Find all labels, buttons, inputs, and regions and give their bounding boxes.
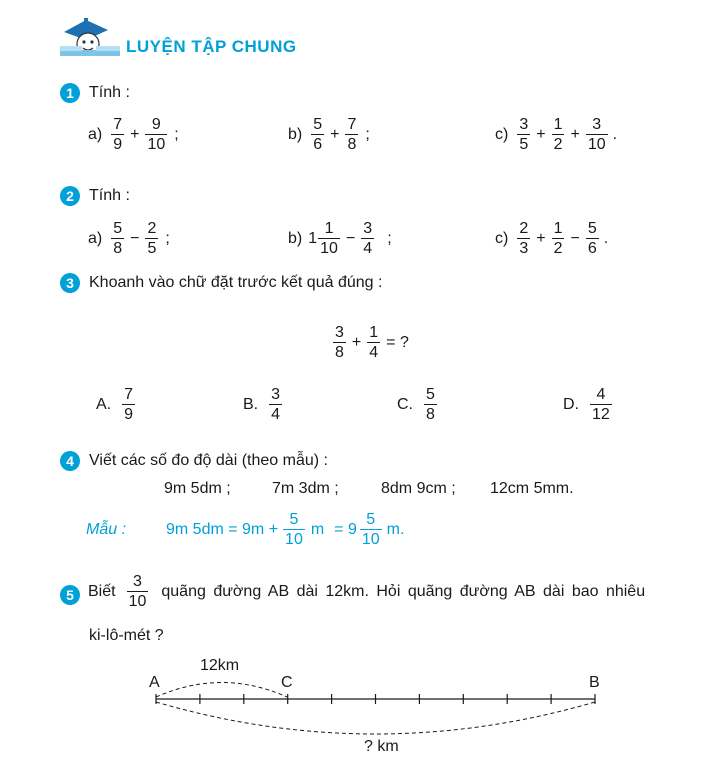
punctuation: . <box>612 125 618 143</box>
fraction: $\frac{7}{9}$ <box>124 386 134 423</box>
item-letter: a) <box>88 229 103 247</box>
operator: + <box>130 125 140 143</box>
exercise-3-label: Khoanh vào chữ đặt trước kết quả đúng : <box>89 274 383 291</box>
exercise-5-text-line2: ki-lô-mét ? <box>89 627 164 644</box>
exercise-2c <box>495 219 608 258</box>
operator: + <box>536 229 546 247</box>
exercise-1c <box>495 115 617 154</box>
exercise-4-number: 4 <box>60 451 80 471</box>
sample-unit: m <box>310 520 325 538</box>
fraction: $\frac{2}{3}$ <box>519 220 529 257</box>
choice-d[interactable] <box>563 385 615 424</box>
fraction: $\frac{5}{10}$ <box>285 511 303 548</box>
fraction: $\frac{5}{8}$ <box>113 220 123 257</box>
point-a-label: A <box>149 674 160 691</box>
operator: + <box>351 333 362 351</box>
fraction: $\frac{5}{8}$ <box>426 386 435 423</box>
text-before: Biết <box>88 582 116 600</box>
fraction: $\frac{3}{5}$ <box>519 116 529 153</box>
exercise-3-number: 3 <box>60 273 80 293</box>
fraction: $\frac{2}{5}$ <box>147 220 157 257</box>
item-letter: b) <box>288 125 303 143</box>
measure-item: 9m 5dm ; <box>164 480 231 497</box>
fraction: $\frac{9}{10}$ <box>147 116 166 153</box>
choice-letter: D. <box>563 395 579 413</box>
exercise-2a <box>88 219 170 258</box>
fraction: $\frac{3}{4}$ <box>363 220 373 257</box>
sample-unit: m. <box>386 520 405 538</box>
text-after: quãng đường AB dài 12km. Hỏi quãng đường AB dài bao nhiêu <box>161 582 646 600</box>
fraction: $\frac{3}{4}$ <box>271 386 281 423</box>
operator: + <box>536 125 546 143</box>
mixed-whole: 1 <box>308 229 318 247</box>
fraction: $\frac{1}{2}$ <box>553 220 563 257</box>
fraction: $\frac{3}{8}$ <box>335 324 344 361</box>
choice-a[interactable] <box>96 385 138 424</box>
point-c-label: C <box>281 674 293 691</box>
exercise-1-label: Tính : <box>89 84 130 101</box>
item-letter: c) <box>495 125 509 143</box>
header-mascot-icon <box>58 14 122 58</box>
item-letter: a) <box>88 125 103 143</box>
punctuation: . <box>603 229 609 247</box>
brace-ab <box>156 702 595 734</box>
exercise-1b <box>288 115 370 154</box>
fraction: $\frac{5}{10}$ <box>361 511 380 548</box>
distance-label-12km: 12km <box>200 657 240 674</box>
sample-left: 9m 5dm = 9m + <box>166 520 279 538</box>
fraction: $\frac{3}{10}$ <box>587 116 606 153</box>
punctuation: ; <box>387 229 392 247</box>
exercise-2-label: Tính : <box>89 187 130 204</box>
segment-diagram <box>140 650 620 770</box>
choice-letter: C. <box>397 395 413 413</box>
brace-ac <box>156 683 287 698</box>
fraction: $\frac{7}{9}$ <box>113 116 123 153</box>
exercise-3-question <box>330 323 409 362</box>
exercise-1-number: 1 <box>60 83 80 103</box>
page-title: LUYỆN TẬP CHUNG <box>126 37 297 56</box>
sample-label: Mẫu : <box>86 521 127 538</box>
distance-label-unknown: ? km <box>364 738 399 755</box>
fraction: $\frac{4}{12}$ <box>592 386 610 423</box>
punctuation: ; <box>174 125 179 143</box>
exercise-1a <box>88 115 179 154</box>
choice-letter: B. <box>243 395 259 413</box>
operator: + <box>330 125 340 143</box>
fraction: $\frac{1}{2}$ <box>553 116 563 153</box>
choice-c[interactable] <box>397 385 440 424</box>
measure-item: 8dm 9cm ; <box>381 480 456 497</box>
fraction: $\frac{5}{6}$ <box>313 116 323 153</box>
exercise-2b <box>288 219 392 258</box>
point-b-label: B <box>589 674 600 691</box>
fraction: $\frac{3}{10}$ <box>128 573 147 610</box>
fraction: $\frac{7}{8}$ <box>347 116 357 153</box>
punctuation: ; <box>365 125 370 143</box>
fraction: $\frac{1}{4}$ <box>369 324 379 361</box>
exercise-4-label: Viết các số đo độ dài (theo mẫu) : <box>89 452 328 469</box>
item-letter: b) <box>288 229 303 247</box>
operator: − <box>570 229 580 247</box>
choice-letter: A. <box>96 395 112 413</box>
fraction: $\frac{1}{10}$ <box>320 220 338 257</box>
measure-item: 7m 3dm ; <box>272 480 339 497</box>
sample-expression <box>166 510 404 549</box>
fraction: $\frac{5}{6}$ <box>587 220 597 257</box>
item-letter: c) <box>495 229 509 247</box>
choice-b[interactable] <box>243 385 285 424</box>
measure-item: 12cm 5mm. <box>490 480 574 497</box>
punctuation: ; <box>165 229 170 247</box>
equals-question: = ? <box>386 333 409 351</box>
operator: − <box>345 229 356 247</box>
exercise-5-number: 5 <box>60 585 80 605</box>
operator: − <box>130 229 140 247</box>
sample-equals: = 9 <box>334 520 357 538</box>
exercise-5-text <box>88 572 663 611</box>
exercise-2-number: 2 <box>60 186 80 206</box>
operator: + <box>570 125 580 143</box>
